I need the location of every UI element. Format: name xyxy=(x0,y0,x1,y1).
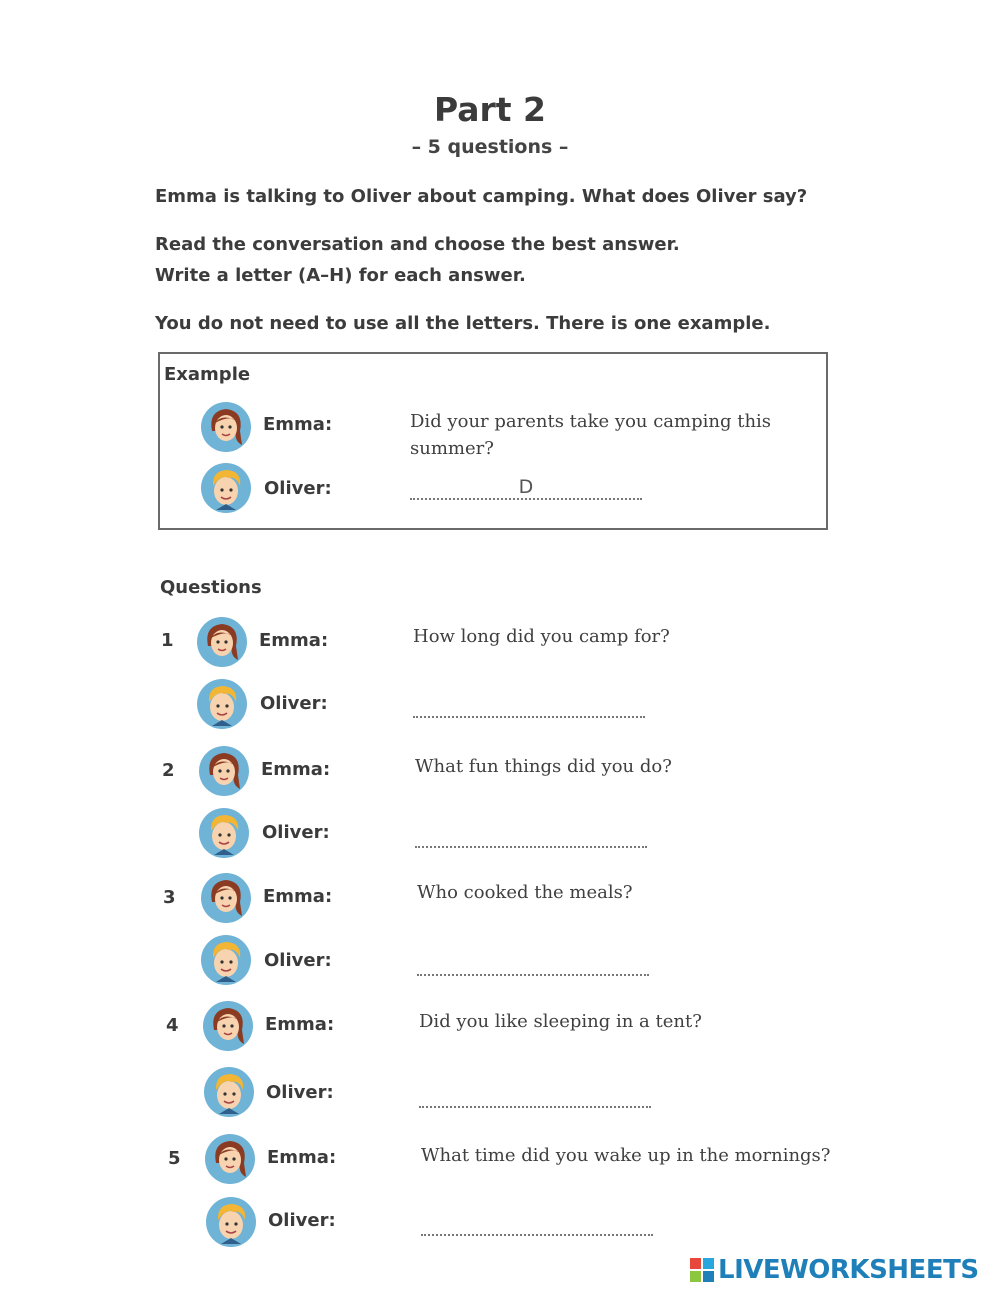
oliver-avatar-icon xyxy=(205,1196,257,1248)
example-oliver-label: Oliver: xyxy=(264,478,332,499)
emma-question-text: What time did you wake up in the mornings? xyxy=(421,1145,831,1166)
oliver-avatar-icon xyxy=(200,934,252,986)
instruction-write: Write a letter (A–H) for each answer. xyxy=(155,265,526,286)
instruction-read: Read the conversation and choose the best answer. xyxy=(155,234,680,255)
emma-avatar-icon xyxy=(196,616,248,668)
questions-label: Questions xyxy=(160,577,262,598)
question-number: 1 xyxy=(161,630,174,651)
page-title: Part 2 xyxy=(433,90,547,129)
oliver-label: Oliver: xyxy=(264,950,332,971)
emma-question-text: Did you like sleeping in a tent? xyxy=(419,1011,702,1032)
emma-question-text: Who cooked the meals? xyxy=(417,882,633,903)
answer-field-3[interactable] xyxy=(417,952,649,976)
logo-text: LIVEWORKSHEETS xyxy=(718,1255,979,1285)
answer-field-2[interactable] xyxy=(415,824,647,848)
oliver-avatar-icon xyxy=(200,462,252,514)
example-emma-label: Emma: xyxy=(263,414,333,435)
liveworksheets-logo xyxy=(690,1254,979,1286)
example-answer: D xyxy=(410,476,642,500)
oliver-label: Oliver: xyxy=(268,1210,336,1231)
emma-label: Emma: xyxy=(265,1014,335,1035)
emma-avatar-icon xyxy=(204,1133,256,1185)
emma-label: Emma: xyxy=(261,759,331,780)
answer-field-1[interactable] xyxy=(413,694,645,718)
emma-avatar-icon xyxy=(198,745,250,797)
emma-label: Emma: xyxy=(267,1147,337,1168)
question-number: 3 xyxy=(163,887,176,908)
oliver-avatar-icon xyxy=(198,807,250,859)
oliver-label: Oliver: xyxy=(266,1082,334,1103)
emma-avatar-icon xyxy=(200,401,252,453)
question-number: 5 xyxy=(168,1148,181,1169)
example-emma-text: Did your parents take you camping this summer? xyxy=(410,411,772,459)
emma-question-text: How long did you camp for? xyxy=(413,626,670,647)
page-subtitle: – 5 questions – xyxy=(411,136,569,158)
instruction-context: Emma is talking to Oliver about camping. What does Oliver say? xyxy=(155,186,808,207)
question-number: 2 xyxy=(162,760,175,781)
oliver-label: Oliver: xyxy=(262,822,330,843)
answer-field-5[interactable] xyxy=(421,1212,653,1236)
logo-grid-icon xyxy=(690,1258,714,1282)
emma-label: Emma: xyxy=(263,886,333,907)
oliver-avatar-icon xyxy=(196,678,248,730)
emma-avatar-icon xyxy=(200,872,252,924)
oliver-label: Oliver: xyxy=(260,693,328,714)
emma-label: Emma: xyxy=(259,630,329,651)
answer-field-4[interactable] xyxy=(419,1084,651,1108)
emma-question-text: What fun things did you do? xyxy=(415,756,672,777)
emma-avatar-icon xyxy=(202,1000,254,1052)
instruction-letters: You do not need to use all the letters. There is one example. xyxy=(155,313,771,334)
oliver-avatar-icon xyxy=(203,1066,255,1118)
example-label: Example xyxy=(164,364,251,385)
question-number: 4 xyxy=(166,1015,179,1036)
